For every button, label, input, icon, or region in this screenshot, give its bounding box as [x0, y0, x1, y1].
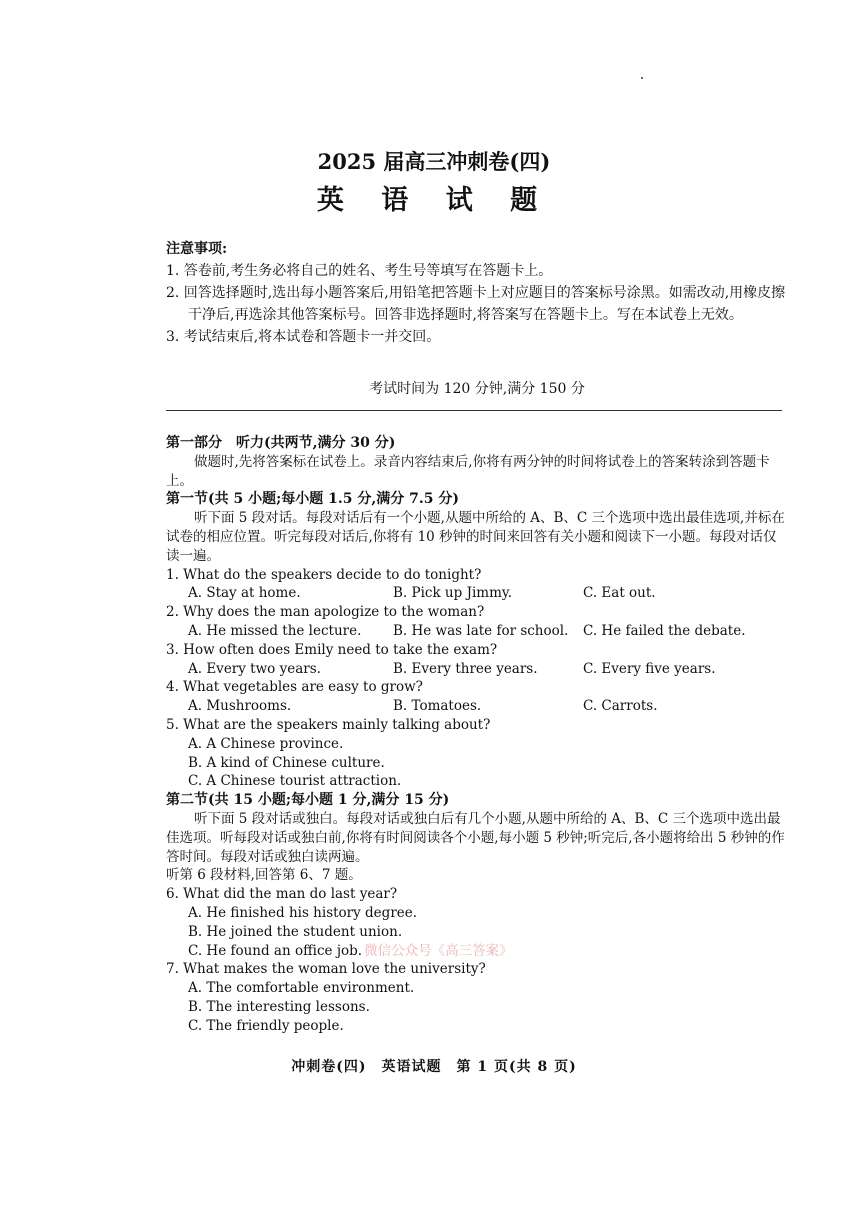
section1-title: 第一节(共 5 小题;每小题 1.5 分,满分 7.5 分) — [166, 491, 459, 508]
question-text: 6. What did the man do last year? — [166, 886, 398, 903]
section2-intro: 听下面 5 段对话或独白。每段对话或独白后有几个小题,从题中所给的 A、B、C 三个选项中选出最佳选项。听每段对话或独白前,你将有时间阅读各个小题,每小题 5 秒钟;听完后,各小题将给出 5 秒钟的作答时间。每段对话或独白读两遍。 — [166, 810, 785, 865]
note-item-1: 1. 答卷前,考生务必将自己的姓名、考生号等填写在答题卡上。 — [166, 263, 553, 279]
option-a: A. He missed the lecture. — [188, 622, 362, 639]
option-b: B. Tomatoes. — [393, 698, 482, 715]
option-a: A. A Chinese province. — [188, 735, 344, 752]
option-b: B. He was late for school. — [393, 622, 569, 639]
option-c: C. A Chinese tourist attraction. — [188, 773, 402, 790]
question-7 — [166, 960, 788, 1035]
question-text: 7. What makes the woman love the university? — [166, 961, 486, 978]
question-options — [166, 584, 788, 603]
option-c: C. Every five years. — [583, 660, 716, 677]
option-a: A. Stay at home. — [188, 585, 301, 602]
option-b: B. A kind of Chinese culture. — [188, 754, 385, 771]
note-item-2: 2. 回答选择题时,选出每小题答案后,用铅笔把答题卡上对应题目的答案标号涂黑。如需改动,用橡皮擦干净后,再选涂其他答案标号。回答非选择题时,将答案写在答题卡上。写在本试卷上无效。 — [166, 285, 786, 323]
option-a: A. Every two years. — [188, 660, 321, 677]
section1-intro: 听下面 5 段对话。每段对话后有一个小题,从题中所给的 A、B、C 三个选项中选出最佳选项,并标在试卷的相应位置。听完每段对话后,你将有 10 秒钟的时间来回答有关小题和阅读下一小题。每段对话仅读一遍。 — [166, 510, 785, 564]
option-c: C. Eat out. — [583, 585, 656, 602]
question-text: 4. What vegetables are easy to grow? — [166, 679, 423, 696]
option-c: C. Carrots. — [583, 698, 658, 715]
option-b: B. He joined the student union. — [188, 923, 403, 940]
question-text: 5. What are the speakers mainly talking about? — [166, 716, 491, 733]
part1-intro: 做题时,先将答案标在试卷上。录音内容结束后,你将有两分钟的时间将试卷上的答案转涂到答题卡上。 — [166, 453, 770, 489]
question-text: 3. How often does Emily need to take the exam? — [166, 641, 498, 658]
option-a: A. He finished his history degree. — [188, 904, 418, 921]
exam-content — [166, 434, 788, 1036]
page-footer: 冲刺卷(四) 英语试题 第 1 页(共 8 页) — [291, 1059, 577, 1075]
question-options — [166, 697, 788, 716]
option-c-row — [166, 942, 788, 961]
option-c: C. He failed the debate. — [583, 622, 746, 639]
option-c: C. He found an office job. — [188, 942, 363, 959]
question-options — [166, 660, 788, 679]
question-options — [166, 622, 788, 641]
exam-time-line: 考试时间为 120 分钟,满分 150 分 — [369, 381, 585, 397]
divider-line — [166, 410, 782, 411]
notes-section — [166, 238, 788, 348]
question-text: 1. What do the speakers decide to do tonight? — [166, 566, 482, 583]
question-6 — [166, 885, 788, 960]
option-b: B. The interesting lessons. — [188, 998, 370, 1015]
question-4 — [166, 678, 788, 716]
exam-title: 2025 届高三冲刺卷(四) — [317, 149, 551, 174]
question-3 — [166, 641, 788, 679]
material-6-line: 听第 6 段材料,回答第 6、7 题。 — [166, 867, 362, 884]
watermark-text: 微信公众号《高三答案》 — [364, 942, 513, 959]
section2-title: 第二节(共 15 小题;每小题 1 分,满分 15 分) — [166, 792, 450, 809]
question-text: 2. Why does the man apologize to the woman? — [166, 604, 485, 621]
question-1 — [166, 566, 788, 604]
exam-subject: 英 语 试 题 — [316, 185, 552, 216]
option-b: B. Every three years. — [393, 660, 538, 677]
option-a: A. Mushrooms. — [188, 698, 292, 715]
option-b: B. Pick up Jimmy. — [393, 585, 513, 602]
option-c: C. The friendly people. — [188, 1017, 344, 1034]
scan-speck — [641, 77, 643, 79]
notes-heading: 注意事项: — [166, 241, 228, 257]
note-item-3: 3. 考试结束后,将本试卷和答题卡一并交回。 — [166, 329, 441, 345]
part1-title: 第一部分 听力(共两节,满分 30 分) — [166, 435, 396, 451]
question-5 — [166, 716, 788, 791]
question-2 — [166, 603, 788, 641]
option-a: A. The comfortable environment. — [188, 980, 415, 997]
